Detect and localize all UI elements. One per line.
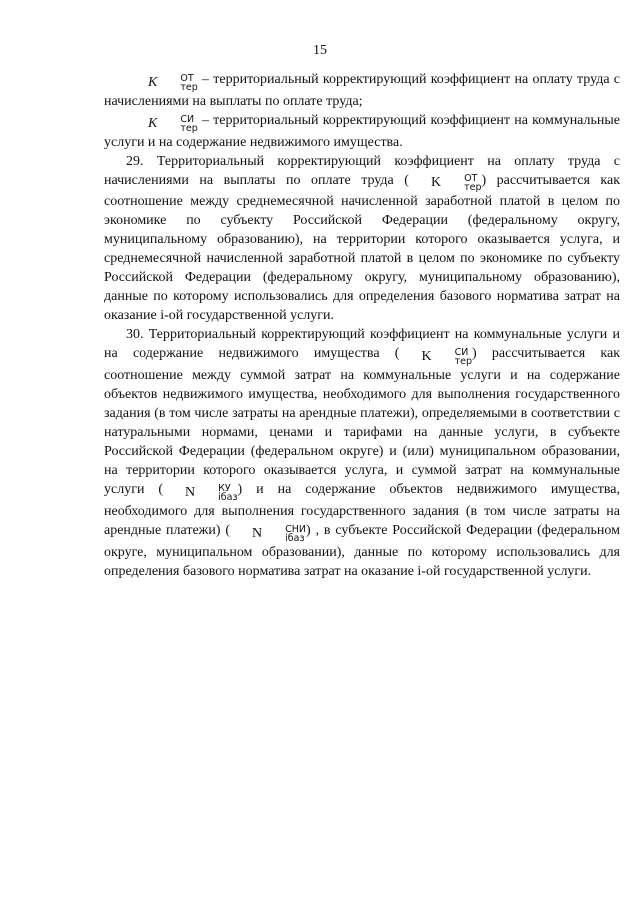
paragraph-text-part: ) рассчитывается как соотношение между суммой затрат на коммунальные услуги и на содержание объектов недвижимого имущества, необходимого для выполнения государственного задания (в том числе затраты на арендные платежи), определяемыми в соответствии с натуральными нормами, ценами и тарифами на данные услуги, в субъекте Российской Федерации (федеральном округе) и (или) муниципальном образовании, на территории которого оказывается услуга, и суммой затрат на коммунальные услуги ( [104, 346, 620, 498]
page-number: 15 [313, 43, 327, 58]
symbol-indices [196, 484, 237, 502]
symbol-indices [442, 174, 481, 192]
symbol-superscript: СИ [180, 113, 195, 125]
definition-k-ot [104, 70, 620, 111]
definition-k-si [104, 111, 620, 152]
symbol-base: N [185, 485, 196, 501]
symbol-subscript: тер [454, 356, 472, 368]
symbol-superscript: КУ [218, 482, 231, 494]
paragraph-text-part: ) и на содержание объектов недвижимого имущества, необходимого для выполнения государственного задания (в том числе затраты на арендные платежи) ( [104, 482, 620, 538]
symbol-n-ibaz-sni [230, 525, 306, 543]
symbol-superscript: СНИ [285, 523, 307, 535]
symbol-subscript: тер [464, 182, 482, 194]
symbol-base: K [430, 175, 442, 191]
symbol-indices [158, 74, 197, 92]
definition-text: – территориальный корректирующий коэффициент на оплату труда с начислениями на выплаты по оплате труда; [104, 72, 620, 109]
symbol-superscript: СИ [454, 347, 469, 359]
paragraph-text-part: 30. Территориальный корректирующий коэффициент на коммунальные услуги и на содержание недвижимого имущества ( [104, 327, 620, 362]
symbol-subscript: тер [180, 122, 198, 134]
paragraph-29 [104, 152, 620, 326]
definition-text: – территориальный корректирующий коэффициент на коммунальные услуги и на содержание недвижимого имущества. [104, 112, 620, 150]
paragraph-text-part: 29. Территориальный корректирующий коэффициент на оплату труда с начислениями на выплаты по оплате труда ( [104, 153, 620, 188]
symbol-base: N [252, 525, 263, 541]
symbol-k-ter-si [399, 348, 472, 366]
symbol-indices [263, 525, 306, 543]
symbol-base: K [148, 115, 158, 131]
paragraph-text-part: ) , в субъекте Российской Федерации (федеральном округе, муниципальном образовании), данные по которому использовались для определения базового норматива затрат на оказание i-ой государственной услуги. [104, 522, 620, 579]
symbol-k-ter-ot [409, 174, 482, 192]
paragraph-30 [104, 325, 620, 580]
symbol-superscript: ОТ [180, 72, 194, 84]
symbol-subscript: iбаз [285, 532, 305, 544]
paragraph-text-part: ) рассчитывается как соотношение между среднемесячной начисленной заработной платой в целом по экономике по субъекту Российской Федерации (федеральному округу, муниципальному образованию), на территории которого оказывается услуга, и среднемесячной начисленной заработной платой в целом по экономике по субъекту Российской Федерации (федеральному округу, муниципальному образованию), данные по которому использовались для определения базового норматива затрат на оказание i-ой государственной услуги. [104, 172, 621, 324]
symbol-base: K [421, 349, 432, 365]
symbol-base: K [148, 75, 158, 90]
symbol-indices [158, 115, 197, 133]
symbol-subscript: тер [180, 81, 198, 93]
symbol-k-ter-si [126, 115, 198, 133]
document-body [104, 70, 620, 581]
symbol-indices [433, 348, 472, 366]
symbol-subscript: iбаз [218, 491, 238, 503]
symbol-k-ter-ot [126, 74, 198, 92]
symbol-superscript: ОТ [464, 173, 478, 185]
symbol-n-ibaz-ku [163, 484, 238, 502]
